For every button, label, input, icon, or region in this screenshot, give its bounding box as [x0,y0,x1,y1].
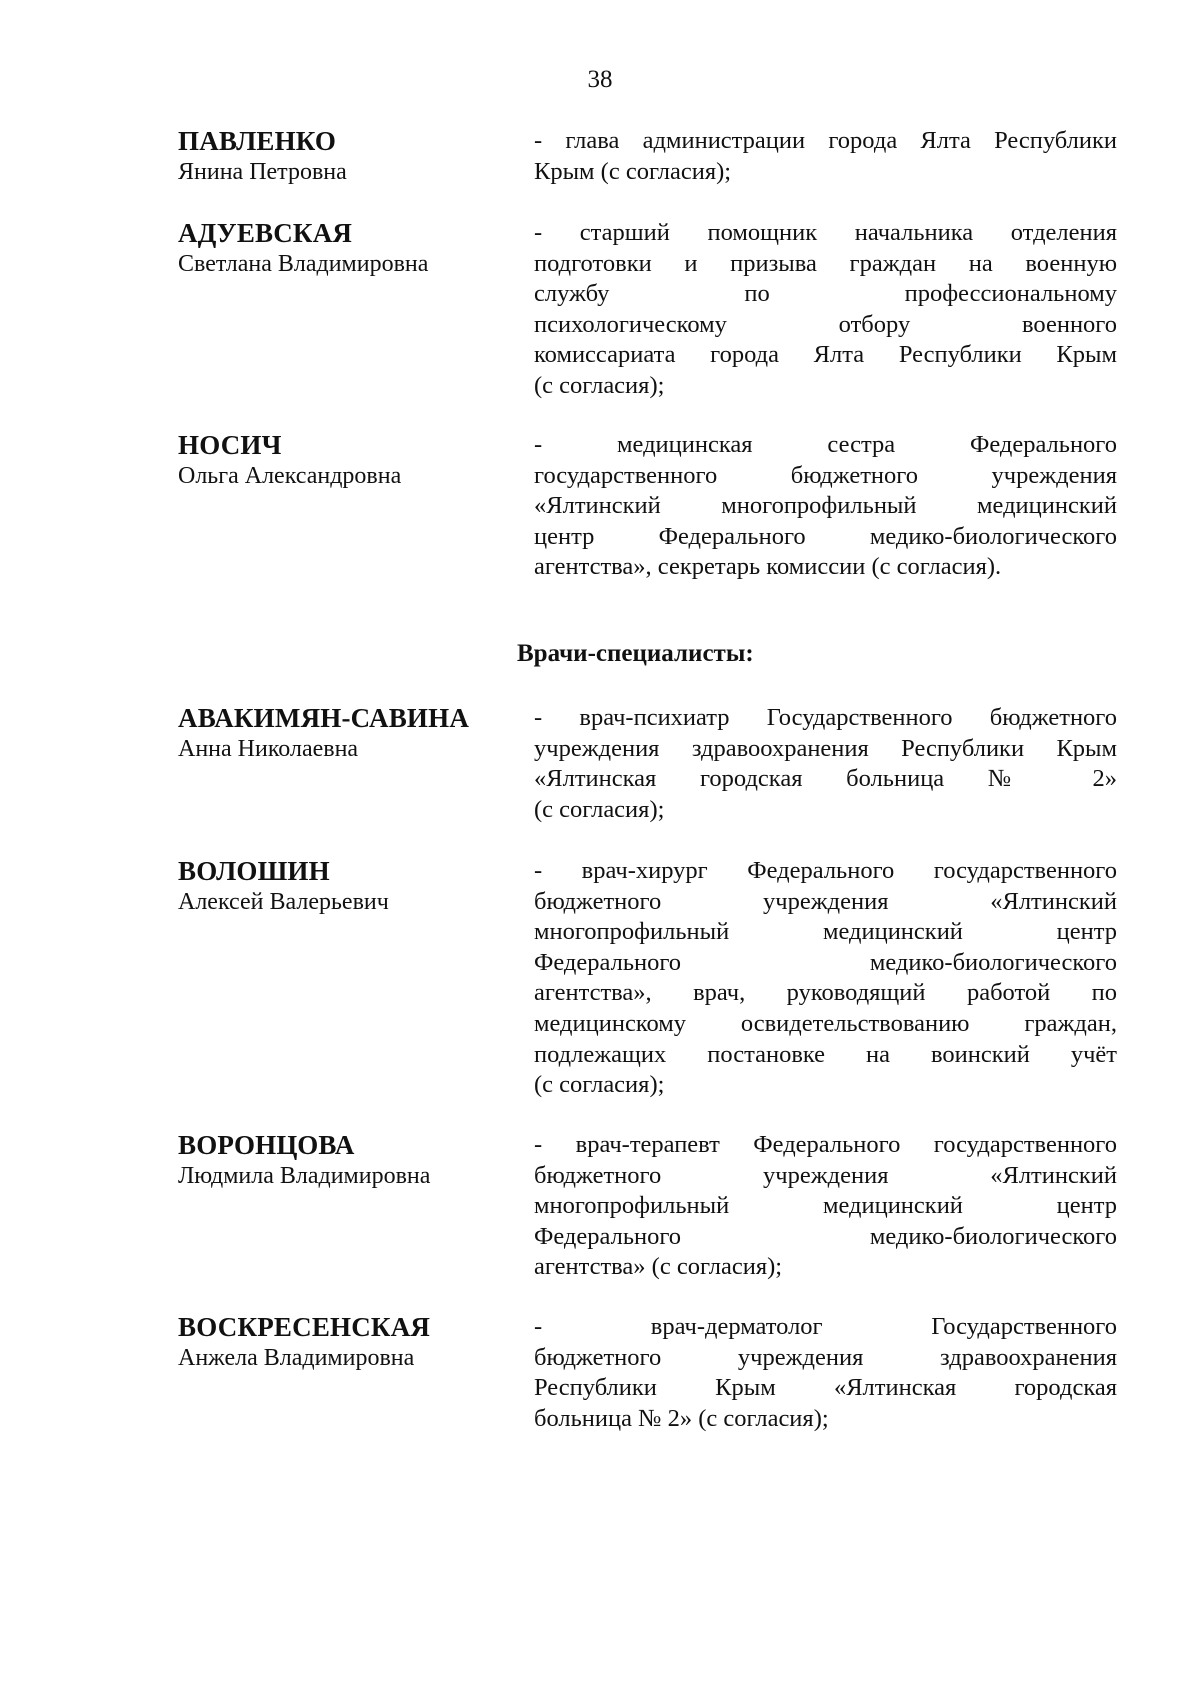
position-line: комиссариата города Ялта Республики Крым [534,341,1117,369]
member-given-names: Светлана Владимировна [178,251,429,277]
position-line: - врач-терапевт Федерального государственного [534,1131,1117,1158]
member-name [178,1312,498,1374]
member-given-names: Анна Николаевна [178,736,359,762]
member-name [178,856,498,918]
member-given-names: Янина Петровна [178,159,347,185]
position-line: бюджетного учреждения «Ялтинский [534,1161,1117,1189]
position-line: - медицинская сестра Федерального [534,431,1117,458]
position-line: - врач-психиатр Государственного бюджетного [534,704,1117,731]
position-line: многопрофильный медицинский центр [534,918,1117,946]
member-position [534,126,1117,187]
position-line: центр Федерального медико-биологического [534,522,1117,550]
member-position [534,1130,1117,1283]
position-line: учреждения здравоохранения Республики Крым [534,734,1117,762]
position-line: психологическому отбору военного [534,310,1117,338]
position-line: государственного бюджетного учреждения [534,461,1117,489]
member-position [534,856,1117,1101]
member-name [178,1130,498,1192]
position-line: агентства», врач, руководящий работой по [534,979,1117,1007]
position-line: Федерального медико-биологического [534,948,1117,976]
member-surname: ВОЛОШИН [178,856,330,886]
position-line: Республики Крым «Ялтинская городская [534,1374,1117,1402]
member-name [178,703,498,765]
position-line: - старший помощник начальника отделения [534,219,1117,246]
position-line: многопрофильный медицинский центр [534,1192,1117,1220]
member-surname: ВОРОНЦОВА [178,1130,355,1160]
member-surname: ВОСКРЕСЕНСКАЯ [178,1312,431,1342]
position-line: «Ялтинский многопрофильный медицинский [534,492,1117,520]
position-line: - врач-хирург Федерального государственного [534,857,1117,884]
position-line: подготовки и призыва граждан на военную [534,249,1117,277]
member-name [178,126,498,188]
position-line: подлежащих постановке на воинский учёт [534,1040,1117,1068]
position-line: больница № 2» (с согласия); [534,1404,829,1432]
member-surname: ПАВЛЕНКО [178,126,337,156]
position-line: медицинскому освидетельствованию граждан, [534,1009,1117,1037]
position-line: (с согласия); [534,1071,665,1099]
position-line: «Ялтинская городская больница № 2» [534,765,1117,793]
position-line: службу по профессиональному [534,280,1117,308]
member-name [178,218,498,280]
position-line: - глава администрации города Ялта Республики [534,127,1117,154]
position-line: - врач-дерматолог Государственного [534,1313,1117,1340]
member-given-names: Анжела Владимировна [178,1345,415,1371]
position-line: Федерального медико-биологического [534,1222,1117,1250]
position-line: агентства», секретарь комиссии (с согласия). [534,553,1002,581]
member-given-names: Алексей Валерьевич [178,889,389,915]
position-line: бюджетного учреждения здравоохранения [534,1343,1117,1371]
member-position [534,703,1117,825]
position-line: Крым (с согласия); [534,157,732,185]
member-surname: НОСИЧ [178,430,282,460]
member-position [534,1312,1117,1434]
page-number: 38 [587,66,613,93]
position-line: бюджетного учреждения «Ялтинский [534,887,1117,915]
member-position [534,218,1117,402]
position-line: (с согласия); [534,795,665,823]
member-surname: АВАКИМЯН-САВИНА [178,703,470,733]
member-given-names: Ольга Александровна [178,463,402,489]
member-given-names: Людмила Владимировна [178,1163,431,1189]
member-surname: АДУЕВСКАЯ [178,218,353,248]
member-position [534,430,1117,583]
position-line: (с согласия); [534,371,665,399]
position-line: агентства» (с согласия); [534,1253,783,1281]
member-name [178,430,498,492]
section-heading: Врачи-специалисты: [517,640,754,667]
